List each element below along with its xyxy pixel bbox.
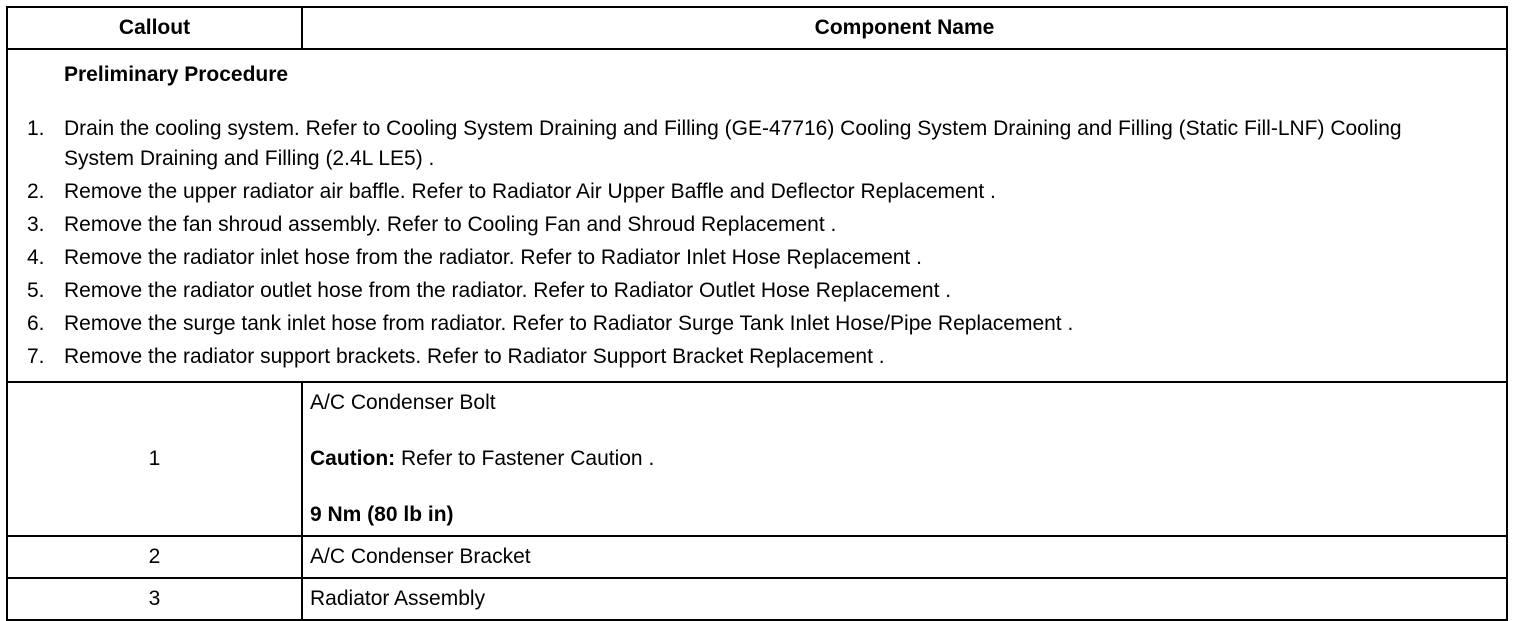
header-component-name: Component Name (302, 7, 1507, 49)
callout-cell: 2 (7, 536, 302, 578)
step-number: 5. (27, 279, 45, 302)
header-callout: Callout (7, 7, 302, 49)
list-item (8, 210, 1506, 240)
component-name: A/C Condenser Bracket (302, 536, 1507, 578)
table-row (7, 536, 1507, 578)
step-number: 7. (27, 345, 45, 368)
list-item (8, 276, 1506, 306)
preliminary-title: Preliminary Procedure (64, 63, 289, 86)
list-item (8, 243, 1506, 273)
list-item (8, 309, 1506, 339)
list-item (8, 177, 1506, 207)
step-text: Remove the fan shroud assembly. Refer to Cooling Fan and Shroud Replacement . (64, 213, 837, 236)
step-text: Remove the radiator outlet hose from the radiator. Refer to Radiator Outlet Hose Replacement . (64, 279, 952, 302)
preliminary-cell (7, 49, 1507, 382)
table-row (7, 382, 1507, 536)
step-number: 1. (27, 117, 45, 140)
list-item (8, 114, 1506, 174)
component-cell (302, 382, 1507, 536)
step-number: 2. (27, 180, 45, 203)
component-name: A/C Condenser Bolt (310, 391, 496, 414)
caution-text: Refer to Fastener Caution . (395, 447, 655, 470)
list-item (8, 342, 1506, 372)
step-number: 3. (27, 213, 45, 236)
step-text: Remove the radiator inlet hose from the radiator. Refer to Radiator Inlet Hose Replacement . (64, 246, 922, 269)
torque-spec: 9 Nm (80 lb in) (310, 503, 454, 526)
caution-label: Caution: (310, 447, 396, 470)
caution-note (310, 445, 1506, 473)
preliminary-row (7, 49, 1507, 382)
header-row (7, 7, 1507, 49)
callout-cell: 3 (7, 578, 302, 620)
step-text: Remove the upper radiator air baffle. Refer to Radiator Air Upper Baffle and Deflector Replacement . (64, 180, 996, 203)
step-number: 4. (27, 246, 45, 269)
preliminary-steps (8, 114, 1506, 372)
component-name: Radiator Assembly (302, 578, 1507, 620)
callout-cell: 1 (7, 382, 302, 536)
step-number: 6. (27, 312, 45, 335)
step-text: Drain the cooling system. Refer to Cooling System Draining and Filling (GE-47716) Cooling System Draining and Filling (Static Fill-LNF) Cooling System Draining and Filling (2.4L LE5) . (64, 117, 1402, 170)
step-text: Remove the surge tank inlet hose from radiator. Refer to Radiator Surge Tank Inlet Hose/Pipe Replacement . (64, 312, 1074, 335)
component-table (6, 6, 1508, 621)
table-row (7, 578, 1507, 620)
step-text: Remove the radiator support brackets. Refer to Radiator Support Bracket Replacement . (64, 345, 885, 368)
